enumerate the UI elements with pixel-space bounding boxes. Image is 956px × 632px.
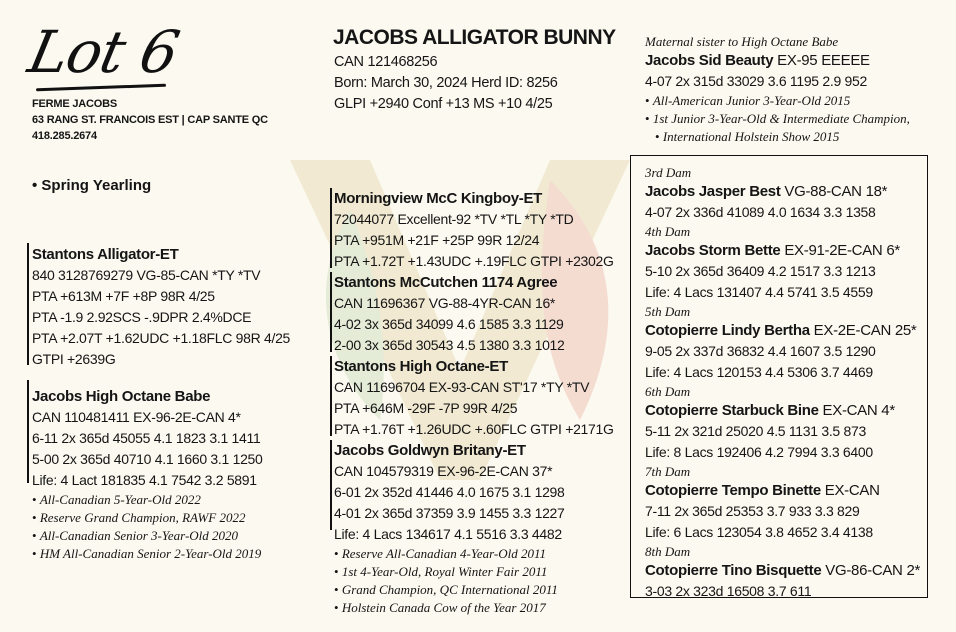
animal-info — [334, 52, 558, 115]
middle-name-britany: Jacobs Goldwyn Britany-ET — [334, 442, 526, 459]
dam-name-text: Jacobs Jasper Best — [645, 183, 781, 200]
animal-name: JACOBS ALLIGATOR BUNNY — [333, 26, 616, 49]
dam-name — [645, 240, 920, 261]
dam-line: CAN 110481411 EX-96-2E-CAN 4* — [32, 409, 241, 425]
middle-line: 6-01 2x 352d 41446 4.0 1675 3.1 1298 — [334, 484, 565, 500]
dam-name-text: Cotopierre Lindy Bertha — [645, 322, 810, 339]
sire-name: Stantons Alligator-ET — [32, 246, 179, 263]
dam-label: 8th Dam — [645, 544, 691, 559]
lot-number: Lot 6 — [22, 18, 185, 86]
sire-line: PTA -1.9 2.92SCS -.9DPR 2.4%DCE — [32, 309, 252, 325]
dam-name — [645, 480, 920, 501]
middle-bar-4 — [330, 440, 332, 530]
middle-line: 4-01 2x 365d 37359 3.9 1455 3.3 1227 — [334, 505, 565, 521]
animal-genomics: GLPI +2940 Conf +13 MS +10 4/25 — [334, 96, 553, 112]
dam-line: 6-11 2x 365d 45055 4.1 1823 3.1 1411 — [32, 430, 261, 446]
middle-line: CAN 11696367 VG-88-4YR-CAN 16* — [334, 295, 556, 311]
farm-name: FERME JACOBS — [32, 98, 117, 110]
category-label: • Spring Yearling — [32, 177, 152, 194]
dam-record: 5-10 2x 365d 36409 4.2 1517 3.3 1213 — [645, 263, 876, 279]
sister-note-cont-text: International Holstein Show 2015 — [662, 129, 840, 144]
sire-bar — [27, 243, 29, 365]
dam-name — [645, 560, 920, 581]
sister-note: • 1st Junior 3-Year-Old & Intermediate Champion, — [645, 110, 910, 128]
sire-line: PTA +613M +7F +8P 98R 4/25 — [32, 288, 215, 304]
dam-label: 4th Dam — [645, 224, 691, 239]
sister-note: • All-American Junior 3-Year-Old 2015 — [645, 92, 910, 110]
animal-born: Born: March 30, 2024 Herd ID: 8256 — [334, 75, 558, 91]
dam-class: EX-CAN 4* — [818, 402, 895, 419]
dam-name-text: Cotopierre Tino Bisquette — [645, 562, 822, 579]
dam-note: • All-Canadian Senior 3-Year-Old 2020 — [32, 527, 263, 545]
middle-bar-1 — [330, 188, 332, 268]
dam-class: VG-86-CAN 2* — [821, 562, 921, 579]
middle-line: PTA +1.72T +1.43UDC +.19FLC GTPI +2302G — [334, 253, 614, 269]
sister-class: EX-95 EEEEE — [773, 52, 870, 69]
middle-line: PTA +1.76T +1.26UDC +.60FLC GTPI +2171G — [334, 421, 614, 437]
dam-label: 6th Dam — [645, 384, 691, 399]
sire-line: PTA +2.07T +1.62UDC +1.18FLC 98R 4/25 — [32, 330, 291, 346]
dam-record: 7-11 2x 365d 25353 3.7 933 3.3 829 — [645, 503, 860, 519]
sister-note-cont — [645, 128, 910, 146]
dam-name — [645, 320, 920, 341]
dam-label: 3rd Dam — [645, 165, 692, 180]
dam-name-text: Jacobs Storm Bette — [645, 242, 781, 259]
dam-class: EX-91-2E-CAN 6* — [780, 242, 900, 259]
dam-label: 5th Dam — [645, 304, 691, 319]
dam-record: 9-05 2x 337d 36832 4.4 1607 3.5 1290 — [645, 343, 876, 359]
middle-line: CAN 11696704 EX-93-CAN ST'17 *TY *TV — [334, 379, 590, 395]
middle-line: 72044077 Excellent-92 *TV *TL *TY *TD — [334, 211, 574, 227]
farm-address: 63 RANG ST. FRANCOIS EST | CAP SANTE QC — [32, 114, 268, 126]
dam-note: • All-Canadian 5-Year-Old 2022 — [32, 491, 263, 509]
dams-list — [645, 164, 920, 602]
sister-line: 4-07 2x 315d 33029 3.6 1195 2.9 952 — [645, 73, 867, 89]
dam-name-text: Cotopierre Tempo Binette — [645, 482, 821, 499]
sire-block — [32, 244, 290, 370]
dam-class: EX-CAN — [820, 482, 880, 499]
dam-record: Life: 4 Lacs 131407 4.4 5741 3.5 4559 — [645, 284, 873, 300]
dam-record: 3-03 2x 323d 16508 3.7 611 — [645, 583, 812, 599]
middle-line: PTA +951M +21F +25P 99R 12/24 — [334, 232, 540, 248]
category-text: Spring Yearling — [41, 177, 152, 194]
middle-note: • Reserve All-Canadian 4-Year-Old 2011 — [334, 545, 614, 563]
middle-pedigree — [334, 188, 614, 617]
middle-note: • Grand Champion, QC International 2011 — [334, 581, 614, 599]
dam-label: 7th Dam — [645, 464, 691, 479]
dam-note: • HM All-Canadian Senior 2-Year-Old 2019 — [32, 545, 263, 563]
dam-record: Life: 8 Lacs 192406 4.2 7994 3.3 6400 — [645, 444, 873, 460]
middle-line: Life: 4 Lacs 134617 4.1 5516 3.3 4482 — [334, 526, 562, 542]
middle-name-octane: Stantons High Octane-ET — [334, 358, 508, 375]
dam-class: VG-88-CAN 18* — [780, 183, 888, 200]
sire-line: GTPI +2639G — [32, 351, 116, 367]
sister-name — [645, 50, 910, 71]
dam-record: Life: 4 Lacs 120153 4.4 5306 3.7 4469 — [645, 364, 873, 380]
middle-name-agree: Stantons McCutchen 1174 Agree — [334, 274, 558, 291]
middle-bar-2 — [330, 272, 332, 352]
middle-line: CAN 104579319 EX-96-2E-CAN 37* — [334, 463, 553, 479]
dam-record: 4-07 2x 336d 41089 4.0 1634 3.3 1358 — [645, 204, 876, 220]
farm-info — [32, 96, 268, 144]
middle-line: 4-02 3x 365d 34099 4.6 1585 3.3 1129 — [334, 316, 564, 332]
dam-note: • Reserve Grand Champion, RAWF 2022 — [32, 509, 263, 527]
dam-name — [645, 400, 920, 421]
dam-record: 5-11 2x 321d 25020 4.5 1131 3.5 873 — [645, 423, 866, 439]
dam-name: Jacobs High Octane Babe — [32, 388, 211, 405]
sister-block — [645, 33, 910, 146]
dam-record: Life: 6 Lacs 123054 3.8 4652 3.4 4138 — [645, 524, 873, 540]
middle-line: PTA +646M -29F -7P 99R 4/25 — [334, 400, 518, 416]
sister-name-text: Jacobs Sid Beauty — [645, 52, 774, 69]
animal-reg: CAN 121468256 — [334, 54, 438, 70]
dam-block — [32, 386, 263, 563]
middle-bar-3 — [330, 356, 332, 436]
sire-line: 840 3128769279 VG-85-CAN *TY *TV — [32, 267, 261, 283]
sister-label: Maternal sister to High Octane Babe — [645, 34, 839, 49]
middle-name-kingboy: Morningview McC Kingboy-ET — [334, 190, 543, 207]
dam-line: 5-00 2x 365d 40710 4.1 1660 3.1 1250 — [32, 451, 263, 467]
middle-note: • Holstein Canada Cow of the Year 2017 — [334, 599, 614, 617]
farm-phone: 418.285.2674 — [32, 130, 97, 142]
middle-note: • 1st 4-Year-Old, Royal Winter Fair 2011 — [334, 563, 614, 581]
dam-name-text: Cotopierre Starbuck Bine — [645, 402, 819, 419]
dam-bar — [27, 380, 29, 483]
dam-name — [645, 181, 920, 202]
dam-line: Life: 4 Lact 181835 4.1 7542 3.2 5891 — [32, 472, 257, 488]
dam-class: EX-2E-CAN 25* — [809, 322, 917, 339]
middle-line: 2-00 3x 365d 30543 4.5 1380 3.3 1012 — [334, 337, 565, 353]
